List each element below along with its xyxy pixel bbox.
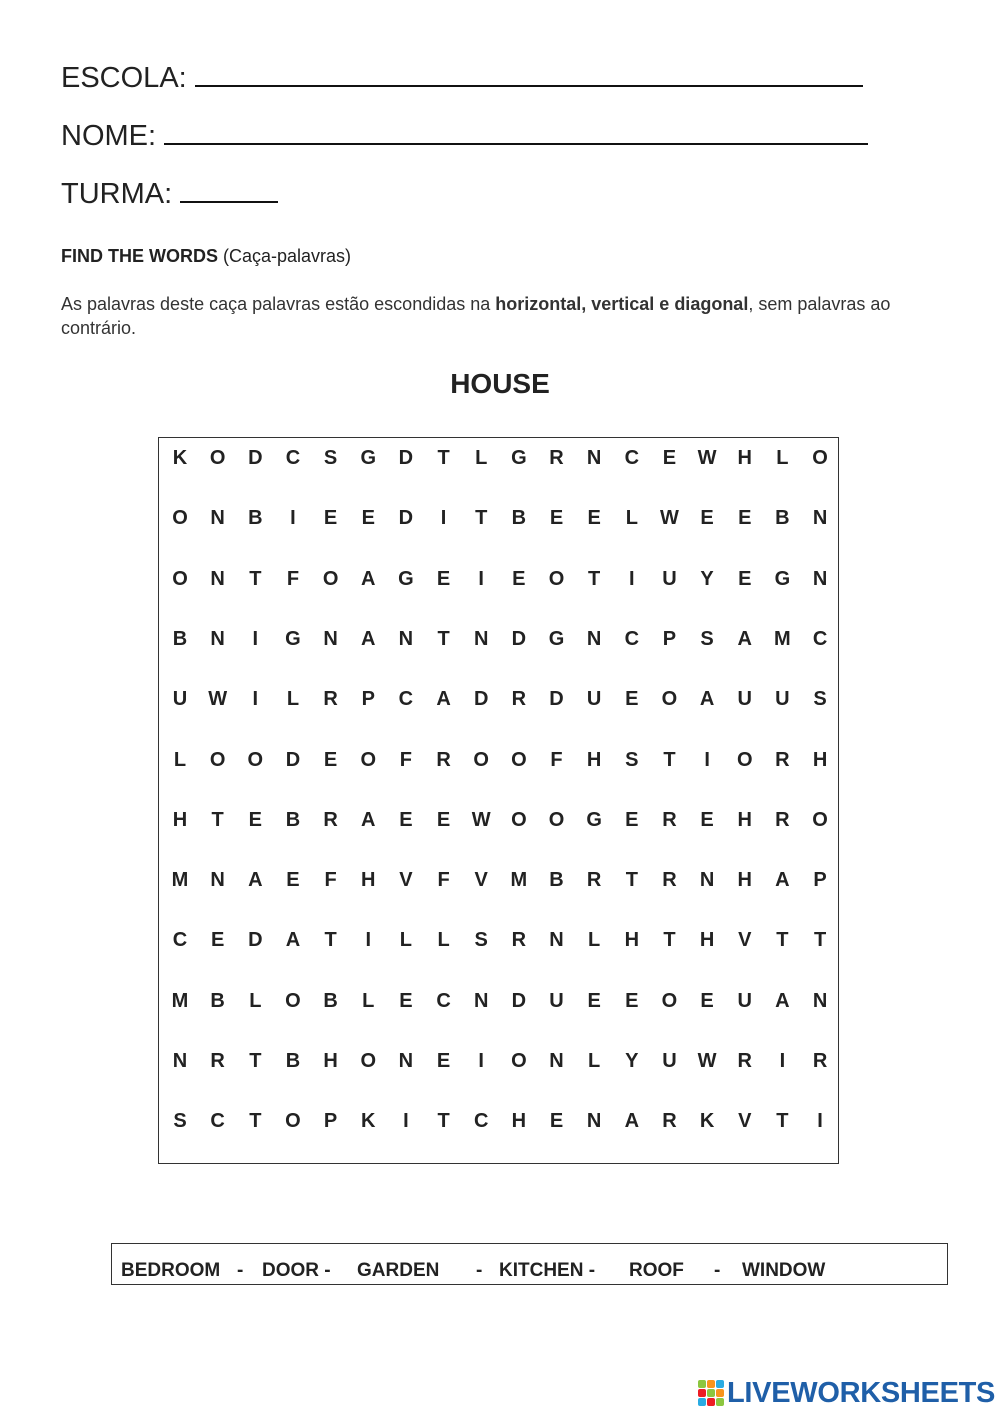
grid-letter[interactable]: P bbox=[323, 1110, 338, 1133]
grid-letter[interactable]: E bbox=[361, 507, 375, 530]
grid-letter[interactable]: I bbox=[478, 567, 484, 590]
grid-letter[interactable]: F bbox=[324, 869, 337, 892]
grid-letter[interactable]: A bbox=[248, 869, 263, 892]
grid-letter[interactable]: S bbox=[625, 748, 639, 771]
grid-letter[interactable]: O bbox=[285, 989, 301, 1012]
grid-letter[interactable]: V bbox=[474, 869, 488, 892]
grid-letter[interactable]: K bbox=[361, 1110, 376, 1133]
grid-letter[interactable]: L bbox=[399, 929, 412, 952]
grid-letter[interactable]: U bbox=[662, 1050, 677, 1072]
escola-blank-line[interactable] bbox=[195, 61, 863, 87]
grid-letter[interactable]: B bbox=[248, 507, 263, 530]
grid-letter[interactable]: C bbox=[436, 989, 451, 1012]
grid-letter[interactable]: A bbox=[775, 989, 790, 1012]
grid-letter[interactable]: N bbox=[586, 447, 602, 469]
grid-letter[interactable]: E bbox=[286, 869, 300, 892]
grid-letter[interactable]: O bbox=[285, 1110, 301, 1133]
grid-letter[interactable]: E bbox=[587, 507, 601, 530]
grid-letter[interactable]: E bbox=[399, 808, 413, 831]
grid-letter[interactable]: M bbox=[510, 869, 528, 892]
grid-letter[interactable]: N bbox=[812, 989, 828, 1012]
grid-letter[interactable]: H bbox=[812, 748, 828, 771]
word-bank-item: GARDEN bbox=[357, 1260, 440, 1281]
grid-letter[interactable]: N bbox=[172, 1050, 188, 1072]
grid-letter[interactable]: T bbox=[437, 1110, 450, 1133]
liveworksheets-logo bbox=[698, 1376, 995, 1410]
grid-letter[interactable]: N bbox=[323, 627, 338, 650]
grid-letter[interactable]: A bbox=[436, 688, 451, 711]
grid-letter[interactable]: T bbox=[249, 1050, 262, 1072]
grid-letter[interactable]: U bbox=[775, 688, 790, 711]
grid-letter[interactable]: O bbox=[661, 688, 678, 711]
grid-letter[interactable]: T bbox=[663, 929, 676, 952]
grid-letter[interactable]: R bbox=[511, 929, 527, 952]
grid-letter[interactable]: O bbox=[548, 567, 565, 590]
grid-letter[interactable]: E bbox=[625, 808, 639, 831]
grid-letter[interactable]: R bbox=[662, 869, 677, 892]
grid-letter[interactable]: E bbox=[587, 989, 601, 1012]
grid-letter[interactable]: B bbox=[549, 869, 564, 892]
word-bank-separator: - bbox=[714, 1260, 721, 1281]
grid-letter[interactable]: E bbox=[738, 507, 752, 530]
grid-letter[interactable]: F bbox=[437, 869, 450, 892]
logo-square bbox=[707, 1380, 715, 1388]
word-search-grid bbox=[158, 437, 839, 1164]
grid-letter[interactable]: A bbox=[361, 808, 376, 831]
grid-letter[interactable]: H bbox=[737, 447, 752, 469]
grid-letter[interactable]: V bbox=[738, 929, 752, 952]
grid-letter[interactable]: W bbox=[659, 507, 679, 530]
grid-letter[interactable]: T bbox=[625, 869, 638, 892]
grid-letter[interactable]: L bbox=[362, 989, 375, 1012]
grid-letter[interactable]: R bbox=[662, 1110, 677, 1133]
find-the-words-heading bbox=[61, 246, 351, 267]
grid-letter[interactable]: L bbox=[475, 447, 488, 469]
grid-letter[interactable]: N bbox=[549, 1050, 564, 1072]
grid-letter[interactable]: D bbox=[248, 447, 263, 469]
grid-letter[interactable]: E bbox=[700, 808, 714, 831]
grid-letter[interactable]: U bbox=[737, 688, 752, 711]
grid-letter[interactable]: O bbox=[209, 447, 226, 469]
grid-letter[interactable]: E bbox=[436, 1050, 451, 1072]
grid-letter[interactable]: B bbox=[323, 989, 338, 1012]
grid-letter[interactable]: G bbox=[586, 808, 602, 831]
grid-letter[interactable]: E bbox=[210, 929, 225, 952]
grid-letter[interactable]: E bbox=[625, 989, 639, 1012]
grid-letter[interactable]: T bbox=[249, 567, 262, 590]
grid-letter[interactable]: D bbox=[511, 627, 527, 650]
grid-letter[interactable]: L bbox=[173, 748, 187, 771]
grid-letter[interactable]: O bbox=[736, 748, 753, 771]
logo-square bbox=[707, 1398, 715, 1406]
grid-letter[interactable]: F bbox=[286, 567, 300, 590]
logo-square bbox=[698, 1380, 706, 1388]
grid-letter[interactable]: A bbox=[361, 567, 376, 590]
grid-letter[interactable]: N bbox=[812, 507, 828, 530]
grid-letter[interactable]: I bbox=[478, 1050, 484, 1072]
grid-letter[interactable]: D bbox=[398, 507, 414, 530]
grid-letter[interactable]: R bbox=[662, 808, 677, 831]
grid-letter[interactable]: E bbox=[625, 688, 639, 711]
grid-letter[interactable]: N bbox=[473, 989, 489, 1012]
logo-square bbox=[716, 1389, 724, 1397]
grid-letter[interactable]: O bbox=[812, 447, 828, 469]
grid-letter[interactable]: G bbox=[774, 567, 791, 590]
logo-square bbox=[716, 1380, 724, 1388]
turma-field bbox=[61, 176, 278, 212]
instructions-bold: horizontal, vertical e diagonal bbox=[495, 294, 749, 314]
grid-letter[interactable]: I bbox=[365, 929, 372, 952]
grid-letter[interactable]: L bbox=[437, 929, 450, 952]
grid-letter[interactable]: A bbox=[285, 929, 301, 952]
nome-label: NOME: bbox=[61, 120, 157, 152]
grid-letter[interactable]: S bbox=[813, 688, 827, 711]
grid-letter[interactable]: I bbox=[629, 567, 635, 590]
grid-letter[interactable]: N bbox=[586, 627, 602, 650]
grid-letter[interactable]: L bbox=[588, 929, 601, 952]
grid-letter[interactable]: S bbox=[323, 447, 338, 469]
instructions-end: , sem palavras ao contrário. bbox=[61, 294, 891, 338]
grid-letter[interactable]: N bbox=[699, 869, 715, 892]
nome-field bbox=[61, 118, 868, 154]
logo-square bbox=[716, 1398, 724, 1406]
grid-letter[interactable]: C bbox=[473, 1110, 489, 1133]
grid-letter[interactable]: W bbox=[697, 447, 717, 469]
grid-letter[interactable]: E bbox=[248, 808, 262, 831]
grid-letter[interactable]: Y bbox=[700, 567, 714, 590]
grid-letter[interactable]: V bbox=[399, 869, 413, 892]
grid-letter[interactable]: B bbox=[210, 989, 225, 1012]
nome-blank-line[interactable] bbox=[164, 119, 868, 145]
grid-letter[interactable]: A bbox=[624, 1110, 640, 1133]
grid-letter[interactable]: W bbox=[471, 808, 491, 831]
grid-letter[interactable]: R bbox=[586, 869, 602, 892]
grid-letter[interactable]: C bbox=[624, 627, 640, 650]
grid-letter[interactable]: E bbox=[512, 567, 526, 590]
grid-letter[interactable]: D bbox=[398, 447, 414, 469]
grid-letter[interactable]: E bbox=[323, 748, 338, 771]
turma-blank-line[interactable] bbox=[180, 177, 278, 203]
turma-label: TURMA: bbox=[61, 178, 173, 210]
grid-letter[interactable]: C bbox=[172, 929, 188, 952]
grid-letter[interactable]: O bbox=[322, 567, 339, 590]
grid-letter[interactable]: T bbox=[776, 929, 789, 952]
grid-letter[interactable]: L bbox=[776, 447, 789, 469]
grid-letter[interactable]: R bbox=[323, 808, 338, 831]
grid-letter[interactable]: R bbox=[737, 1050, 752, 1072]
grid-letter[interactable]: F bbox=[399, 748, 412, 771]
grid-letter[interactable]: E bbox=[323, 507, 338, 530]
grid-letter[interactable]: T bbox=[475, 507, 488, 530]
grid-letter[interactable]: I bbox=[290, 507, 296, 530]
grid-letter[interactable]: W bbox=[697, 1050, 717, 1072]
grid-letter[interactable]: T bbox=[813, 929, 827, 952]
logo-text: LIVEWORKSHEETS bbox=[727, 1377, 996, 1409]
grid-letter[interactable]: O bbox=[172, 507, 188, 530]
grid-letter[interactable]: T bbox=[249, 1110, 262, 1133]
grid-letter[interactable]: P bbox=[813, 869, 827, 892]
word-bank-separator: - bbox=[476, 1260, 483, 1281]
grid-letter[interactable]: D bbox=[248, 929, 263, 952]
grid-letter[interactable]: E bbox=[700, 507, 714, 530]
grid-letter[interactable]: M bbox=[171, 869, 189, 892]
grid-letter[interactable]: G bbox=[360, 447, 377, 469]
grid-letter[interactable]: L bbox=[249, 989, 262, 1012]
grid-letter[interactable]: T bbox=[211, 808, 224, 831]
grid-letter[interactable]: O bbox=[209, 748, 226, 771]
grid-letter[interactable]: R bbox=[549, 447, 564, 469]
grid-letter[interactable]: T bbox=[324, 929, 337, 952]
grid-letter[interactable]: D bbox=[549, 688, 564, 711]
grid-letter[interactable]: I bbox=[779, 1050, 786, 1072]
grid-letter[interactable]: R bbox=[812, 1050, 828, 1072]
grid-letter[interactable]: H bbox=[737, 808, 752, 831]
grid-letter[interactable]: N bbox=[210, 567, 225, 590]
grid-letter[interactable]: O bbox=[661, 989, 678, 1012]
grid-letter[interactable]: T bbox=[776, 1110, 789, 1133]
grid-letter[interactable]: N bbox=[586, 1110, 602, 1133]
grid-letter[interactable]: H bbox=[586, 748, 602, 771]
grid-letter[interactable]: E bbox=[549, 507, 564, 530]
grid-letter[interactable]: R bbox=[511, 688, 527, 711]
word-bank-item: ROOF bbox=[629, 1260, 684, 1281]
escola-label: ESCOLA: bbox=[61, 62, 187, 94]
grid-letter[interactable]: M bbox=[774, 627, 791, 650]
grid-letter[interactable]: S bbox=[700, 627, 714, 650]
word-bank bbox=[111, 1243, 948, 1285]
grid-letter[interactable]: I bbox=[440, 507, 447, 530]
grid-letter[interactable]: I bbox=[817, 1110, 823, 1133]
grid-letter[interactable]: R bbox=[775, 748, 790, 771]
grid-letter[interactable]: T bbox=[663, 748, 676, 771]
grid-letter[interactable]: F bbox=[550, 748, 563, 771]
grid-letter[interactable]: G bbox=[285, 627, 301, 650]
grid-letter[interactable]: O bbox=[247, 748, 264, 771]
grid-letter[interactable]: O bbox=[360, 1050, 377, 1072]
grid-letter[interactable]: O bbox=[172, 567, 188, 590]
grid-letter[interactable]: B bbox=[775, 507, 790, 530]
grid-letter[interactable]: B bbox=[285, 1050, 301, 1072]
grid-letter[interactable]: C bbox=[285, 447, 301, 469]
grid-letter[interactable]: N bbox=[210, 507, 225, 530]
grid-letter[interactable]: H bbox=[511, 1110, 527, 1133]
grid-letter[interactable]: T bbox=[437, 447, 450, 469]
grid-letter[interactable]: C bbox=[624, 447, 640, 469]
grid-letter[interactable]: R bbox=[210, 1050, 225, 1072]
grid-letter[interactable]: M bbox=[171, 989, 189, 1012]
grid-letter[interactable]: O bbox=[511, 748, 527, 771]
grid-letter[interactable]: A bbox=[775, 869, 790, 892]
grid-letter[interactable]: B bbox=[511, 507, 527, 530]
grid-letter[interactable]: C bbox=[210, 1110, 225, 1133]
grid-letter[interactable]: O bbox=[511, 808, 527, 831]
grid-letter[interactable]: T bbox=[588, 567, 601, 590]
grid-letter[interactable]: I bbox=[704, 748, 710, 771]
grid-letter[interactable]: A bbox=[699, 688, 715, 711]
grid-letter[interactable]: O bbox=[511, 1050, 527, 1072]
grid-letter[interactable]: V bbox=[738, 1110, 752, 1133]
grid-letter[interactable]: H bbox=[323, 1050, 338, 1072]
grid-letter[interactable]: O bbox=[473, 748, 489, 771]
grid-letter[interactable]: R bbox=[323, 688, 338, 711]
grid-letter[interactable]: N bbox=[210, 869, 225, 892]
grid-letter[interactable]: H bbox=[361, 869, 376, 892]
grid-letter[interactable]: H bbox=[172, 808, 188, 831]
grid-letter[interactable]: L bbox=[625, 507, 638, 530]
grid-letter[interactable]: I bbox=[403, 1110, 409, 1133]
grid-letter[interactable]: N bbox=[812, 567, 828, 590]
word-bank-item: DOOR - bbox=[262, 1260, 331, 1281]
grid-letter[interactable]: D bbox=[473, 688, 489, 711]
grid-letter[interactable]: D bbox=[511, 989, 527, 1012]
grid-letter[interactable]: U bbox=[737, 989, 752, 1012]
grid-letter[interactable]: R bbox=[775, 808, 790, 831]
grid-letter[interactable]: P bbox=[361, 688, 375, 711]
grid-letter[interactable]: E bbox=[549, 1110, 564, 1133]
grid-letter[interactable]: L bbox=[286, 688, 300, 711]
grid-letter[interactable]: B bbox=[172, 627, 188, 650]
grid-letter[interactable]: E bbox=[738, 567, 752, 590]
grid-letter[interactable]: N bbox=[398, 627, 414, 650]
logo-square bbox=[698, 1398, 706, 1406]
escola-field bbox=[61, 60, 863, 96]
grid-letter[interactable]: U bbox=[586, 688, 602, 711]
instructions-start: As palavras deste caça palavras estão escondidas na bbox=[61, 294, 496, 314]
grid-letter[interactable]: Y bbox=[625, 1050, 639, 1072]
grid-letter[interactable]: T bbox=[437, 627, 450, 650]
heading-bold: FIND THE WORDS bbox=[61, 246, 218, 266]
grid-letter[interactable]: C bbox=[812, 627, 828, 650]
grid-letter[interactable]: A bbox=[361, 627, 376, 650]
grid-letter[interactable]: K bbox=[699, 1110, 715, 1133]
grid-letter[interactable]: R bbox=[436, 748, 451, 771]
grid-letter[interactable]: H bbox=[699, 929, 715, 952]
grid-letter[interactable]: U bbox=[172, 688, 188, 711]
grid-letter[interactable]: U bbox=[662, 567, 677, 590]
grid-letter[interactable]: E bbox=[399, 989, 413, 1012]
grid-letter[interactable]: U bbox=[549, 989, 564, 1012]
grid-letter[interactable]: S bbox=[474, 929, 488, 952]
grid-letter[interactable]: E bbox=[436, 567, 451, 590]
grid-letter[interactable]: H bbox=[624, 929, 640, 952]
grid-letter[interactable]: G bbox=[398, 567, 414, 590]
word-bank-item: WINDOW bbox=[742, 1260, 826, 1281]
heading-rest: (Caça-palavras) bbox=[223, 246, 352, 266]
grid-letter[interactable]: C bbox=[398, 688, 414, 711]
grid-letter[interactable]: D bbox=[285, 748, 301, 771]
word-bank-separator: - bbox=[237, 1260, 244, 1281]
grid-letter[interactable]: A bbox=[737, 627, 752, 650]
word-bank-item: KITCHEN - bbox=[499, 1260, 596, 1281]
grid-letter[interactable]: G bbox=[511, 447, 527, 469]
grid-letter[interactable]: I bbox=[252, 627, 259, 650]
instructions-text bbox=[61, 292, 901, 340]
grid-letter[interactable]: W bbox=[208, 688, 228, 711]
logo-mark-icon bbox=[698, 1380, 724, 1406]
grid-letter[interactable]: N bbox=[398, 1050, 414, 1072]
grid-letter[interactable]: G bbox=[548, 627, 565, 650]
grid-letter[interactable]: B bbox=[285, 808, 301, 831]
puzzle-title: HOUSE bbox=[450, 368, 550, 399]
grid-letter[interactable]: N bbox=[210, 627, 225, 650]
grid-letter[interactable]: H bbox=[737, 869, 752, 892]
grid-letter[interactable]: O bbox=[812, 808, 828, 831]
grid-letter[interactable]: E bbox=[700, 989, 714, 1012]
grid-letter[interactable]: O bbox=[360, 748, 377, 771]
grid-letter[interactable]: N bbox=[549, 929, 564, 952]
grid-letter[interactable]: L bbox=[588, 1050, 601, 1072]
grid-letter[interactable]: O bbox=[548, 808, 565, 831]
grid-letter[interactable]: E bbox=[436, 808, 451, 831]
grid-letter[interactable]: I bbox=[252, 688, 259, 711]
grid-letter[interactable]: E bbox=[662, 447, 677, 469]
logo-square bbox=[707, 1389, 715, 1397]
grid-letter[interactable]: K bbox=[172, 447, 188, 469]
word-bank-item: BEDROOM bbox=[121, 1260, 221, 1281]
grid-letter[interactable]: N bbox=[473, 627, 489, 650]
grid-letter[interactable]: P bbox=[662, 627, 677, 650]
logo-square bbox=[698, 1389, 706, 1397]
grid-letter[interactable]: S bbox=[173, 1110, 187, 1133]
